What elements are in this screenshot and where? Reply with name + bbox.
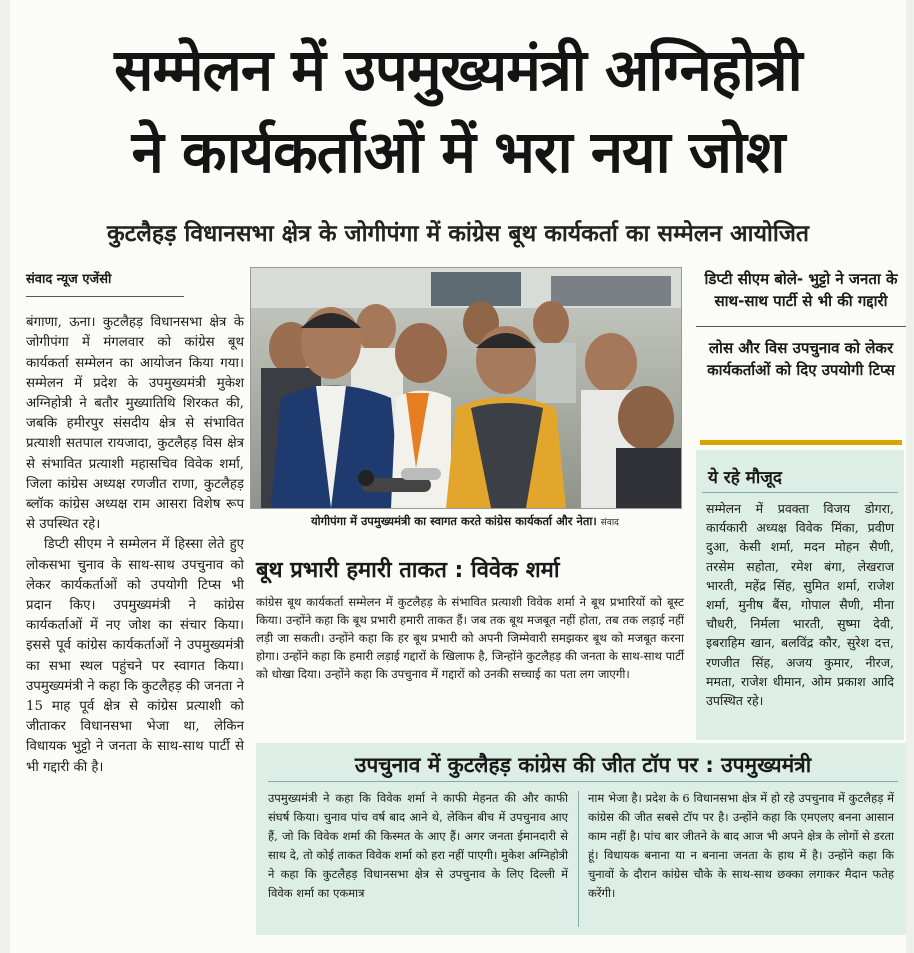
attendees-title: ये रहे मौजूद bbox=[702, 450, 898, 493]
section-2-title: उपचुनाव में कुटलैहड़ कांग्रेस की जीत टॉप पर : उपमुख्यमंत्री bbox=[268, 749, 898, 782]
attendees-body: सम्मेलन में प्रवक्ता विजय डोगरा, कार्यकारी अध्यक्ष विवेक मिंका, प्रवीण दुआ, केसी शर्मा, मदन मोहन सैणी, तरसेम सहोता, रमेश बंगा, लेखराज भारती, महेंद्र सिंह, सुमित शर्मा, राजेश शर्मा, मुनीष बैंस, गोपाल सैणी, मीना चौधरी, निर्मला भारती, सुष्मा देवी, इबराहिम खान, बलविंद्र कौर, सुरेश दत्त, रणजीत सिंह, अजय कुमार, नीरज, ममता, राजेश धीमान, ओम प्रकाश आदि उपस्थित रहे। bbox=[706, 501, 894, 709]
section-1-body: कांग्रेस बूथ कार्यकर्ता सम्मेलन में कुटलैहड़ के संभावित प्रत्याशी विवेक शर्मा ने बूथ प्रभारियों को बूस्ट किया। उन्होंने कहा कि बूथ प्रभारी हमारी ताकत हैं। जब तक बूथ मजबूत नहीं होता, तब तक लड़ाई नहीं लड़ी जा सकती। उन्होंने कहा कि हर बूथ प्रभारी को अपनी जिम्मेवारी समझकर बूथ को मजबूत करना होगा। उन्होंने कहा कि हमारी लड़ाई गद्दारों के खिलाफ है, जिन्होंने कुटलैहड़ की जनता के साथ-साथ पार्टी को धोखा दिया। उन्होंने कहा कि उपचुनाव में गद्दारों को उनकी सच्चाई का पता लग जाएगी। bbox=[256, 595, 684, 682]
headline-line-2: ने कार्यकर्ताओं में भरा नया जोश bbox=[131, 118, 785, 186]
attendees-box bbox=[696, 450, 904, 740]
section-2-column-1: उपमुख्यमंत्री ने कहा कि विवेक शर्मा ने काफी मेहनत की और काफी संघर्ष किया। चुनाव पांच वर्ष बाद आने थे, लेकिन बीच में उपचुनाव आए हैं, जो कि विवेक शर्मा की किस्मत के आए हैं। अगर जनता ईमानदारी से साथ दे, तो कोई ताकत विवेक शर्मा को हरा नहीं पाएगी। मुकेश अग्निहोत्री ने कहा कि कुटलैहड़ विधानसभा क्षेत्र से उपचुनाव के लिए दिल्ली में विवेक शर्मा का एकमात्र bbox=[268, 791, 568, 900]
divider-rule bbox=[700, 440, 902, 445]
photo-caption-text: योगीपंगा में उपमुख्यमंत्री का स्वागत करते कांग्रेस कार्यकर्ता और नेता। bbox=[311, 514, 597, 528]
sidebar-quote-2: लोस और विस उपचुनाव को लेकर कार्यकर्ताओं को दिए उपयोगी टिप्स bbox=[707, 339, 895, 379]
sidebar-quote-1: डिप्टी सीएम बोले- भुट्टो ने जनता के साथ-साथ पार्टी से भी की गद्दारी bbox=[696, 268, 906, 327]
headline-line-1: सम्मेलन में उपमुख्यमंत्री अग्निहोत्री bbox=[114, 36, 802, 104]
left-paragraph-2: डिप्टी सीएम ने सम्मेलन में हिस्सा लेते हुए लोकसभा चुनाव के साथ-साथ उपचुनाव को लेकर कार्यकर्ताओं को उपयोगी टिप्स भी प्रदान किए। उपमुख्यमंत्री ने कांग्रेस कार्यकर्ताओं में नए जोश का संचार किया। इससे पूर्व कांग्रेस कार्यकर्ताओं ने उपमुख्यमंत्री का सभा स्थल पहुंचने पर स्वागत किया। उपमुख्यमंत्री ने कहा कि कुटलैहड़ की जनता ने 15 माह पूर्व क्षेत्र से कांग्रेस प्रत्याशी को जीताकर विधानसभा भेजा था, लेकिन विधायक भुट्टो ने जनता के साथ-साथ पार्टी से भी गद्दारी की है। bbox=[26, 537, 244, 775]
photo-credit: संवाद bbox=[600, 518, 619, 528]
agency-byline: संवाद न्यूज एजेंसी bbox=[26, 270, 184, 297]
column-divider bbox=[578, 791, 579, 927]
photo-caption bbox=[250, 510, 680, 534]
section-2-column-2: नाम भेजा है। प्रदेश के 6 विधानसभा क्षेत्र में हो रहे उपचुनाव में कुटलैहड़ में कांग्रेस की जीत सबसे टॉप पर है। उन्होंने कहा कि एमएलए बनना आसान काम नहीं है। पांच बार जीतने के बाद आज भी अपने क्षेत्र के लोगों से डरता हूं। विधायक बनाना या न बनाना जनता के हाथ में है। उन्होंने कहा कि चुनावों के दौरान कांग्रेस चौके के साथ-साथ छक्का लगाकर मैदान फतेह करेंगी। bbox=[588, 791, 894, 900]
sidebar-quotes bbox=[696, 268, 906, 381]
subheadline: कुटलैहड़ विधानसभा क्षेत्र के जोगीपंगा में कांग्रेस बूथ कार्यकर्ता का सम्मेलन आयोजित bbox=[107, 221, 809, 247]
section-1-title: बूथ प्रभारी हमारी ताकत : विवेक शर्मा bbox=[256, 558, 560, 583]
photo-illustration bbox=[251, 268, 681, 508]
section-2-box bbox=[256, 743, 906, 935]
news-photo bbox=[250, 267, 682, 509]
left-paragraph-1: बंगाणा, ऊना। कुटलैहड़ विधानसभा क्षेत्र के जोगीपंगा में मंगलवार को कांग्रेस बूथ कार्यकर्ता सम्मेलन का आयोजन किया गया। सम्मेलन में प्रदेश के उपमुख्यमंत्री मुकेश अग्निहोत्री ने बतौर मुख्यातिथि शिरकत की, जबकि हमीरपुर संसदीय क्षेत्र से संभावित प्रत्याशी सतपाल रायजादा, कुटलैहड़ विस क्षेत्र से संभावित प्रत्याशी महासचिव विवेक शर्मा, जिला कांग्रेस अध्यक्ष रणजीत राणा, कुटलैहड़ ब्लॉक कांग्रेस अध्यक्ष राम आसरा विशेष रूप से उपस्थित रहे। bbox=[26, 315, 244, 533]
left-column bbox=[26, 270, 244, 778]
newspaper-clipping bbox=[10, 0, 906, 953]
